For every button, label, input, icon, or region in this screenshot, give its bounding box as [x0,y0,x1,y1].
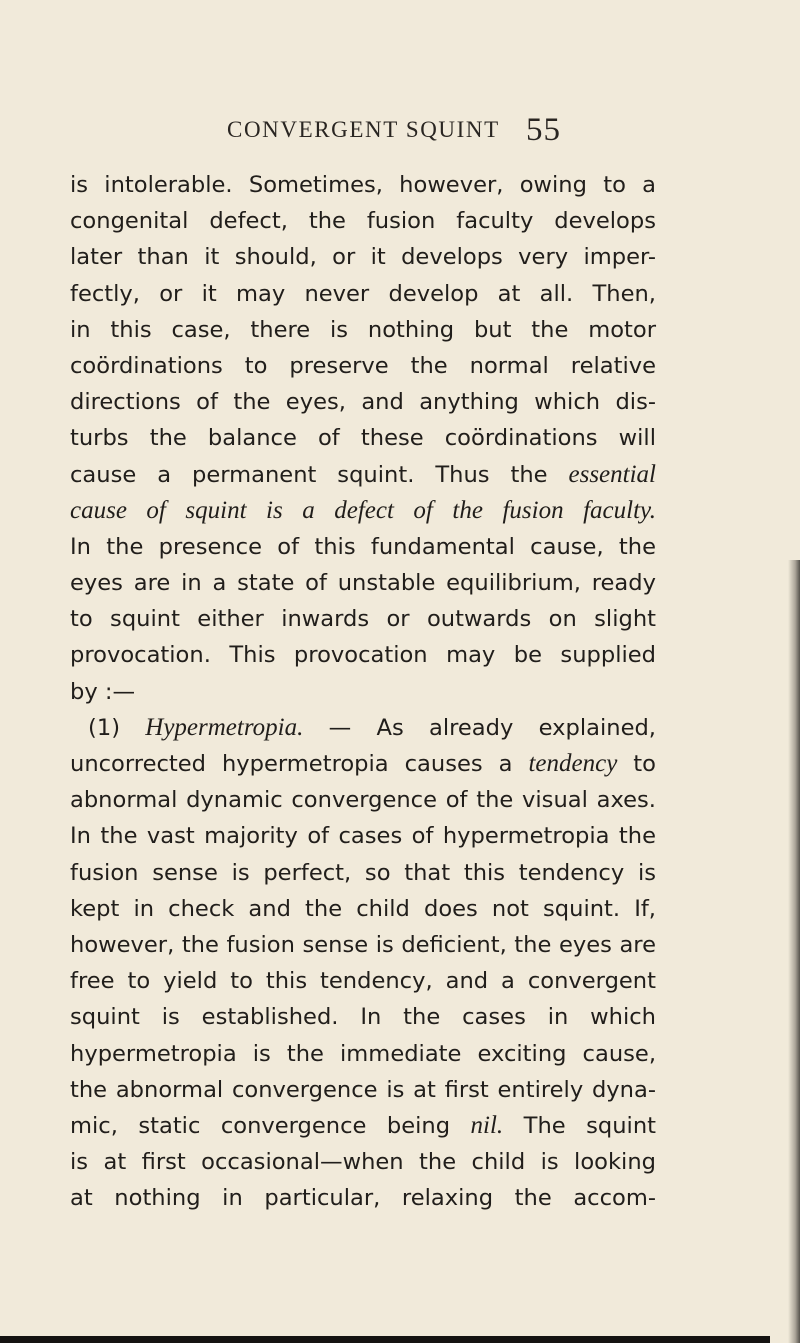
text-line: (1) Hypermetropia. — As already explained, [88,713,656,741]
text-line: by :— [70,678,136,705]
text-line: is at first occasional—when the child is looking [70,1149,656,1176]
text-line: uncorrected hypermetropia causes a tendency to [70,750,656,777]
text-line: abnormal dynamic convergence of the visual axes. [70,787,656,814]
text-line: fectly, or it may never develop at all. Then, [70,280,656,307]
text-line: In the vast majority of cases of hypermetropia the [70,823,656,850]
text-line: is intolerable. Sometimes, however, owing to a [70,172,656,198]
text-line: hypermetropia is the immediate exciting cause, [70,1040,656,1067]
text-line [70,493,656,529]
text-line: at nothing in particular, relaxing the accom- [70,1185,656,1212]
text-line: coördinations to preserve the normal relative [70,352,656,379]
italic-phrase: tendency [528,750,618,777]
body-text [70,167,656,1216]
text-line: mic, static convergence being nil. The squint [70,1111,656,1139]
page-header [0,112,800,162]
text-line: to squint either inwards or outwards on slight [70,606,656,633]
italic-phrase: nil. [470,1111,504,1139]
text-line: squint is established. In the cases in which [70,1004,656,1031]
text-line: cause a permanent squint. Thus the essential [70,460,656,488]
text-line: turbs the balance of these coördinations will [70,425,656,452]
italic-phrase: essential [568,460,656,488]
text-line: the abnormal convergence is at first entirely dyna- [70,1076,656,1103]
text-line: In the presence of this fundamental cause, the [70,533,656,560]
text-line: free to yield to this tendency, and a convergent [70,968,656,995]
text-line: in this case, there is nothing but the motor [70,316,656,343]
text-line: congenital defect, the fusion faculty develops [70,208,656,235]
text-line: provocation. This provocation may be supplied [70,642,656,669]
text-line: fusion sense is perfect, so that this tendency is [70,859,656,886]
italic-phrase: cause of squint is a defect of the fusion faculty. [70,496,656,524]
text-line: however, the fusion sense is deficient, the eyes are [70,931,656,958]
text-line: eyes are in a state of unstable equilibrium, ready [70,570,656,597]
running-head: CONVERGENT SQUINT [227,117,500,142]
text-line: directions of the eyes, and anything which dis- [70,389,656,416]
page-edge-shadow [788,560,800,1343]
text-line: later than it should, or it develops very imper- [70,244,656,271]
page-bottom-edge [0,1336,770,1343]
page-number: 55 [526,112,561,148]
text-line: kept in check and the child does not squint. If, [70,895,656,922]
section-heading-italic: Hypermetropia. [145,713,304,741]
